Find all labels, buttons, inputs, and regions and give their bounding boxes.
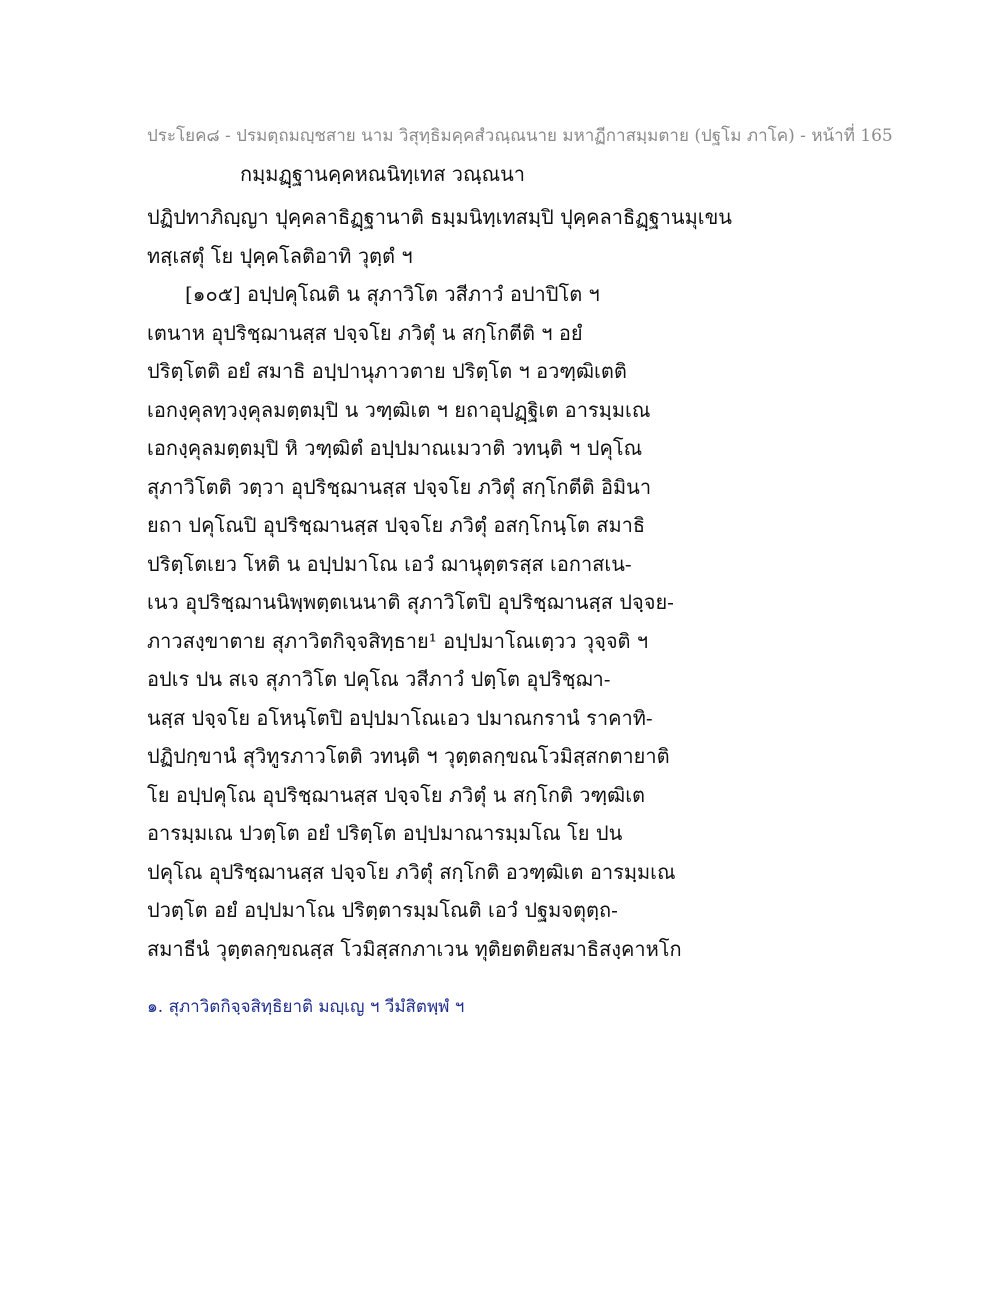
body-line: ปริตฺโตเยว โหติ น อปฺปมาโณ เอวํ ฌานุตฺตรสฺส เอกาสเน- [147, 551, 632, 576]
paragraph-start-line: [๑๐๕] อปฺปคุโณติ น สุภาวิโต วสีภาวํ อปาปิโต ฯ [185, 282, 600, 306]
body-line: ปฏิปทาภิญฺญา ปุคฺคลาธิฏฺฐานาติ ธมฺมนิทฺเทสมฺปิ ปุคฺคลาธิฏฺฐานมุเขน [147, 205, 732, 229]
body-line: เอกงฺคุลมตฺตมฺปิ หิ วฑฺฒิตํ อปฺปมาณเมวาติ วทนฺติ ฯ ปคุโณ [147, 436, 643, 460]
body-line: เตนาห อุปริชฺฌานสฺส ปจฺจโย ภวิตุํ น สกฺโกตีติ ฯ อยํ [147, 320, 583, 345]
footnote: ๑. สุภาวิตกิจฺจสิทฺธิยาติ มญฺเญ ฯ วีมํสิตพฺพํ ฯ [147, 997, 465, 1017]
section-title: กมฺมฏฺฐานคฺคหณนิทฺเทส วณฺณนา [240, 162, 526, 186]
body-line: ภาวสงฺขาตาย สุภาวิตกิจฺจสิทฺธาย¹ อปฺปมาโณเตฺวว วุจฺจติ ฯ [147, 628, 649, 653]
body-line: ยถา ปคุโณปิ อุปริชฺฌานสฺส ปจฺจโย ภวิตุํ อสกฺโกนฺโต สมาธิ [147, 513, 646, 537]
body-line: ปฏิปกฺขานํ สุวิทูรภาวโตติ วทนฺติ ฯ วุตฺตลกฺขณโวมิสฺสกตายาติ [147, 744, 670, 768]
body-line: ปวตฺโต อยํ อปฺปมาโณ ปริตฺตารมฺมโณติ เอวํ ปฐมจตุตฺถ- [147, 898, 618, 922]
body-line: สมาธีนํ วุตฺตลกฺขณสฺส โวมิสฺสกภาเวน ทุติยตติยสมาธิสงฺคาหโก [147, 936, 682, 961]
body-line: เอกงฺคุลทฺวงฺคุลมตฺตมฺปิ น วฑฺฒิเต ฯ ยถาอุปฏฺฐิเต อารมฺมเณ [147, 397, 651, 422]
body-line: โย อปฺปคุโณ อุปริชฺฌานสฺส ปจฺจโย ภวิตุํ น สกฺโกติ วฑฺฒิเต [147, 782, 646, 807]
body-line: นสฺส ปจฺจโย อโหนฺโตปิ อปฺปมาโณเอว ปมาณกรานํ ราคาทิ- [147, 705, 653, 730]
body-line: อารมฺมเณ ปวตฺโต อยํ ปริตฺโต อปฺปมาณารมฺมโณ โย ปน [147, 821, 623, 845]
running-header: ประโยค๘ - ปรมตฺถมญฺชสาย นาม วิสุทฺธิมคฺคสํวณฺณนาย มหาฏีกาสมฺมตาย (ปฐโม ภาโค) - หน้าที่ 165 [147, 126, 893, 146]
body-line: ปริตฺโตติ อยํ สมาธิ อปฺปานุภาวตาย ปริตฺโต ฯ อวฑฺฒิเตติ [147, 359, 627, 383]
body-line: ทสฺเสตุํ โย ปุคฺคโลติอาทิ วุตฺตํ ฯ [147, 243, 413, 268]
body-line: อปเร ปน สเจ สุภาวิโต ปคุโณ วสีภาวํ ปตฺโต อุปริชฺฌา- [147, 667, 611, 691]
body-line: เนว อุปริชฺฌานนิพฺพตฺตเนนาติ สุภาวิโตปิ อุปริชฺฌานสฺส ปจฺจย- [147, 590, 674, 614]
body-line: สุภาวิโตติ วตฺวา อุปริชฺฌานสฺส ปจฺจโย ภวิตุํ สกฺโกตีติ อิมินา [147, 474, 652, 499]
body-line: ปคุโณ อุปริชฺฌานสฺส ปจฺจโย ภวิตุํ สกฺโกติ อวฑฺฒิเต อารมฺมเณ [147, 859, 676, 884]
body-text [147, 198, 732, 968]
